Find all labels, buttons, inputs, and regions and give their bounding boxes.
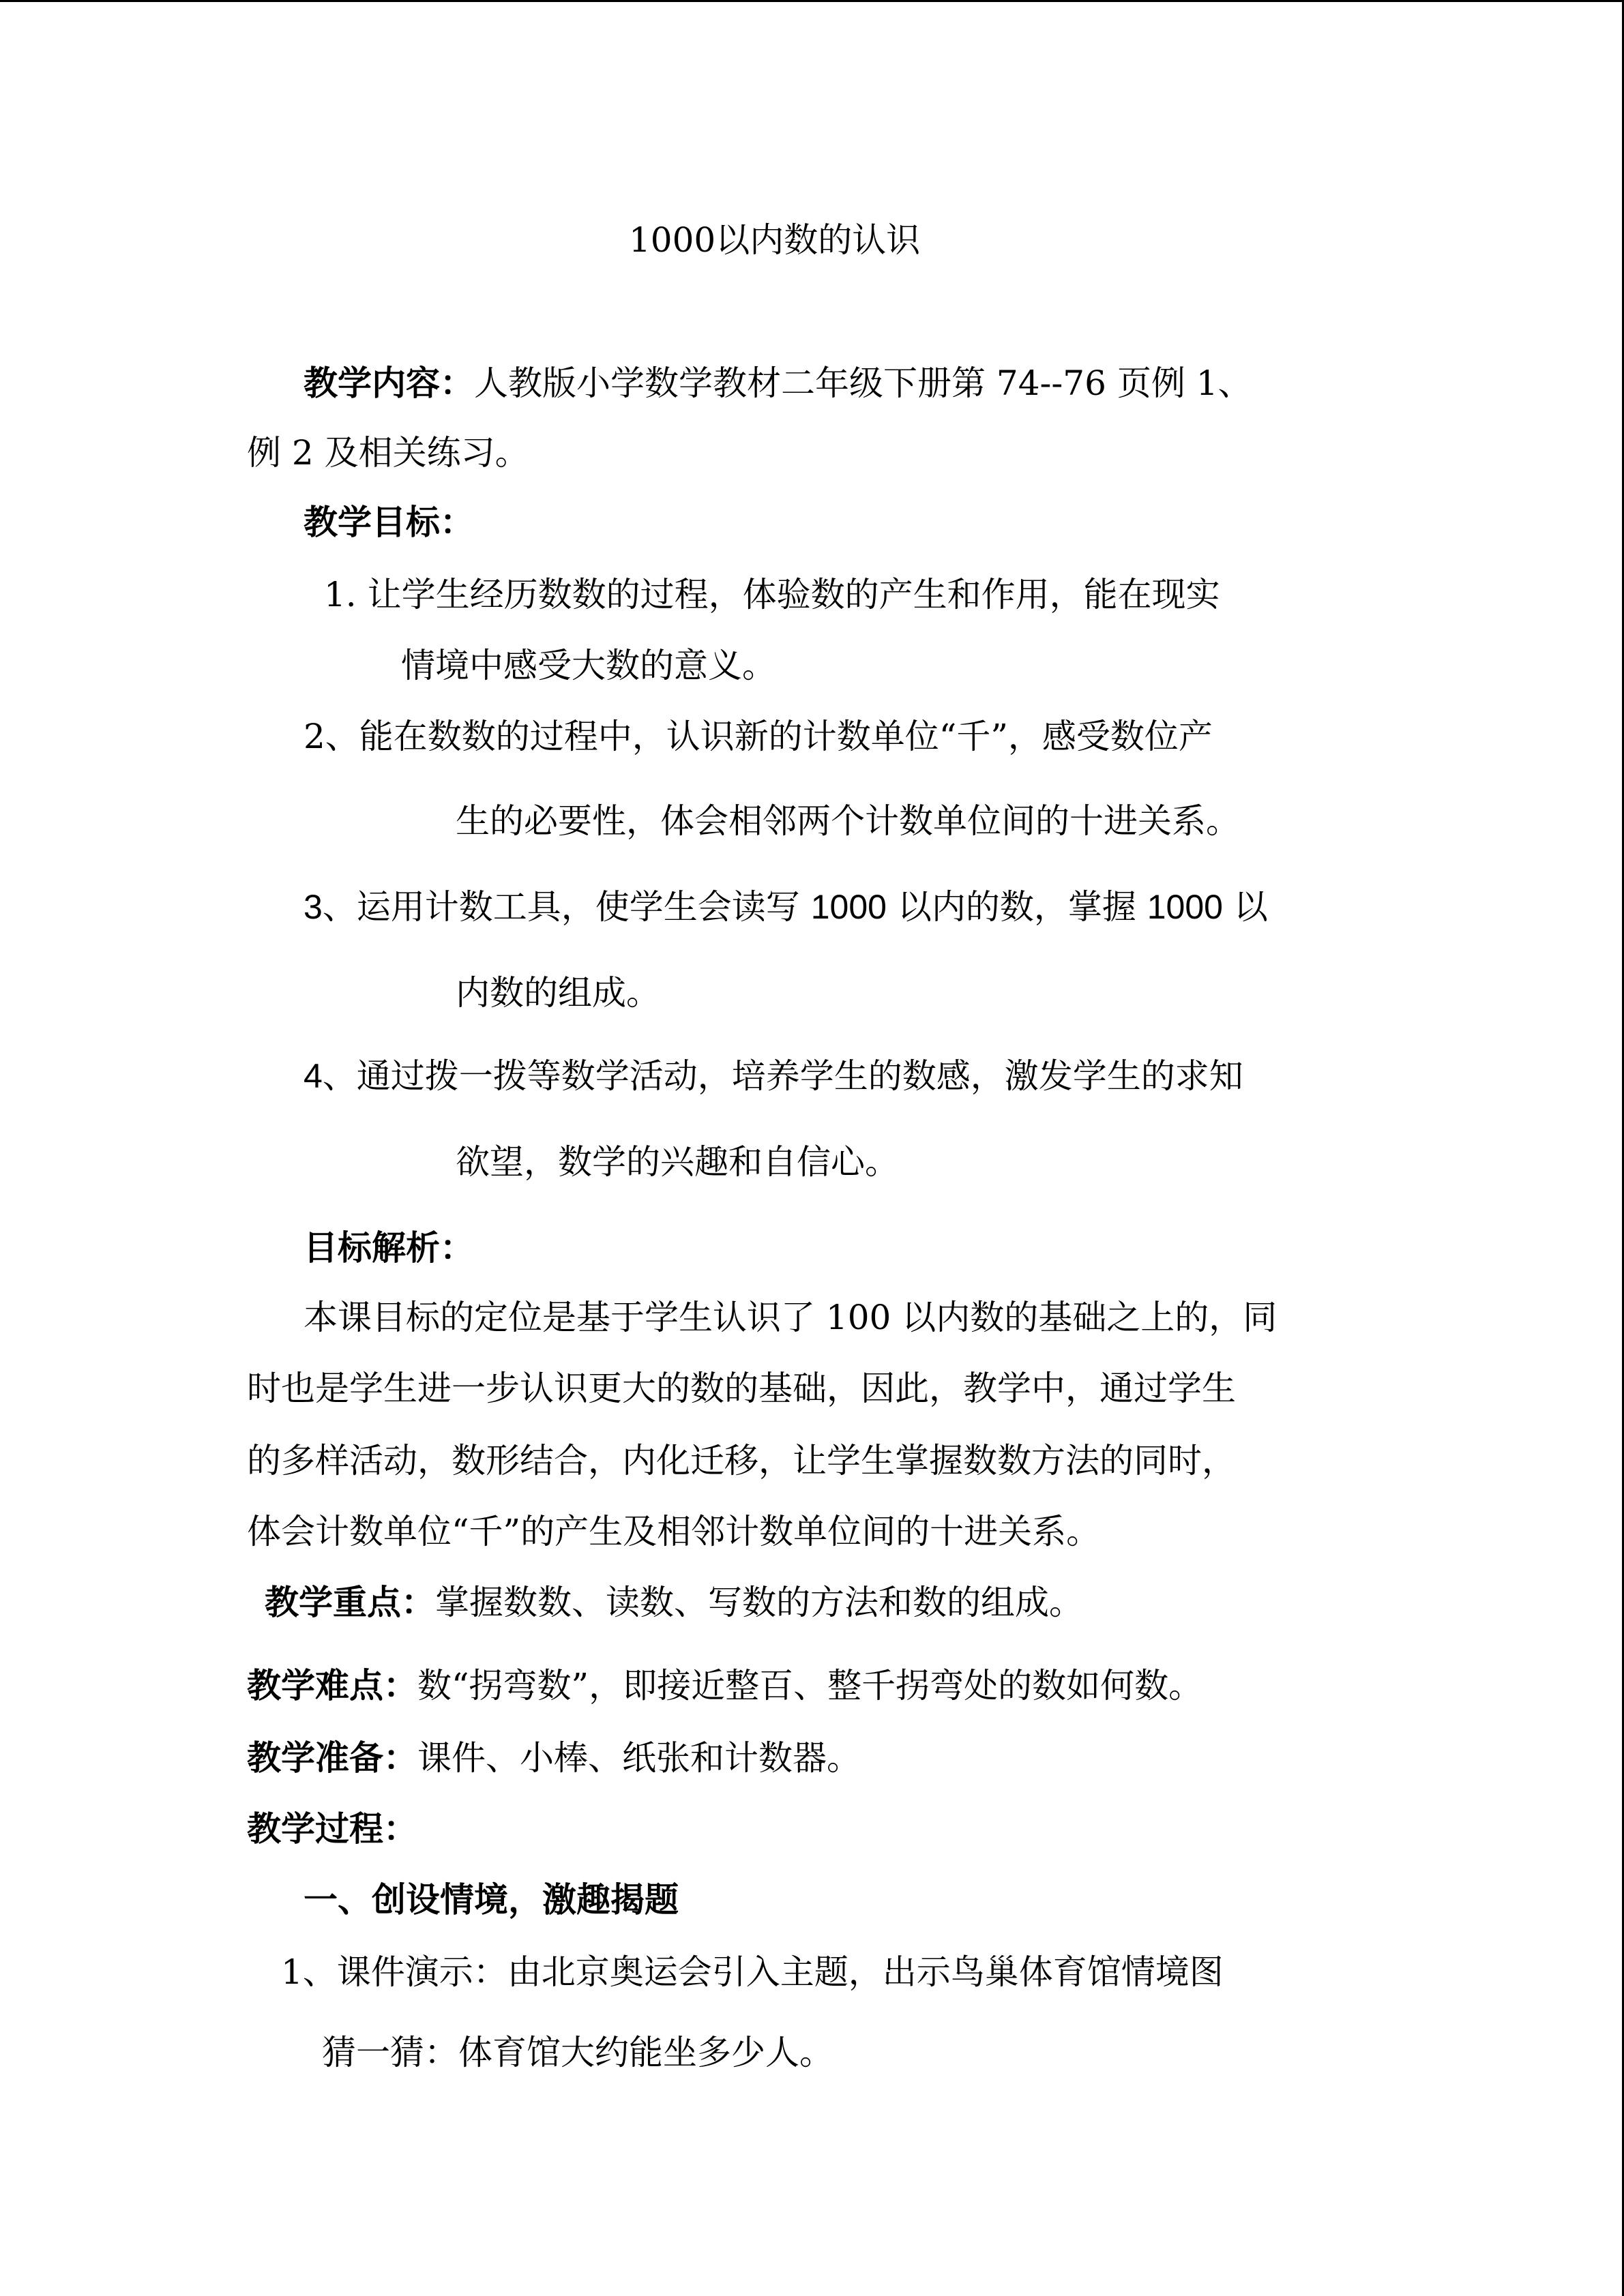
goal-3-number: 3	[304, 888, 323, 926]
preparation	[247, 1736, 861, 1780]
preparation-label: 教学准备：	[247, 1738, 417, 1778]
page-title: 1000以内数的认识	[629, 220, 921, 260]
process-label: 教学过程：	[247, 1808, 417, 1849]
content-line-1	[304, 361, 1252, 405]
analysis-line-1: 本课目标的定位是基于学生认识了 100 以内数的基础之上的，同	[304, 1298, 1278, 1337]
goal-2-line-1: 2、能在数数的过程中，认识新的计数单位“千”，感受数位产	[304, 717, 1213, 756]
goal-3-text-b: 以内的数，掌握	[886, 887, 1147, 927]
content-text-1: 人教版小学数学教材二年级下册第 74--76 页例 1、	[474, 363, 1252, 403]
goal-3-line-1	[304, 885, 1268, 929]
goal-3-line-2: 内数的组成。	[456, 973, 660, 1013]
goal-3-text-c: 以	[1222, 887, 1268, 927]
analysis-label: 目标解析：	[304, 1227, 474, 1268]
key-point	[265, 1581, 1083, 1624]
goal-3-number-1000-a: 1000	[810, 888, 887, 926]
goal-1-line-1: 1. 让学生经历数数的过程，体验数的产生和作用，能在现实	[324, 575, 1220, 614]
analysis-line-2: 时也是学生进一步认识更大的数的基础，因此，教学中，通过学生	[247, 1369, 1236, 1408]
goal-4-line-1	[304, 1054, 1243, 1098]
goal-4-number: 4	[304, 1057, 323, 1095]
goal-4-text: 、通过拨一拨等数学活动，培养学生的数感，激发学生的求知	[322, 1056, 1243, 1096]
page-border-top	[0, 0, 1624, 2]
content-label: 教学内容：	[304, 363, 474, 403]
analysis-line-4: 体会计数单位“千”的产生及相邻计数单位间的十进关系。	[247, 1512, 1101, 1551]
difficulty-point	[247, 1664, 1202, 1708]
difficulty-text: 数“拐弯数”，即接近整百、整千拐弯处的数如何数。	[417, 1666, 1203, 1705]
goal-4-line-2: 欲望，数学的兴趣和自信心。	[456, 1142, 899, 1182]
goal-3-number-1000-b: 1000	[1147, 888, 1223, 926]
step-1-sub-text: 猜一猜：体育馆大约能坐多少人。	[322, 2033, 833, 2072]
key-point-label: 教学重点：	[265, 1582, 435, 1622]
goal-3-text-a: 、运用计数工具，使学生会读写	[322, 887, 811, 927]
step-1-text: 1、课件演示：由北京奥运会引入主题，出示鸟巢体育馆情境图	[281, 1952, 1224, 1992]
section-1-heading: 一、创设情境，激趣揭题	[304, 1879, 679, 1920]
goals-label: 教学目标：	[304, 502, 474, 542]
analysis-line-3: 的多样活动，数形结合，内化迁移，让学生掌握数数方法的同时，	[247, 1441, 1236, 1480]
goal-2-line-2: 生的必要性，体会相邻两个计数单位间的十进关系。	[456, 801, 1240, 841]
content-line-2: 例 2 及相关练习。	[247, 433, 529, 473]
difficulty-label: 教学难点：	[247, 1665, 417, 1705]
goal-1-line-2: 情境中感受大数的意义。	[401, 646, 776, 685]
preparation-text: 课件、小棒、纸张和计数器。	[417, 1738, 861, 1778]
key-point-text: 掌握数数、读数、写数的方法和数的组成。	[435, 1583, 1083, 1622]
